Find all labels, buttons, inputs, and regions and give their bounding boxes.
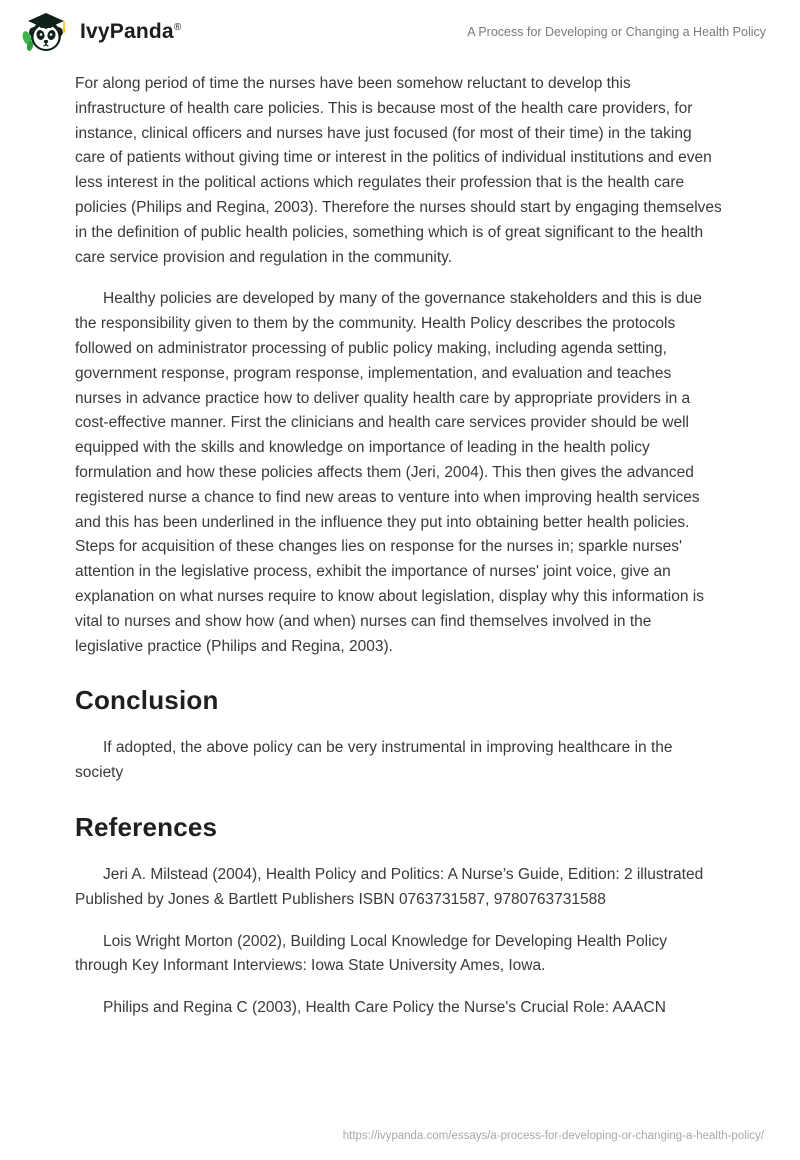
registered-mark: ®: [173, 22, 182, 33]
essay-body: [0, 64, 800, 1021]
reference-item: Lois Wright Morton (2002), Building Local Knowledge for Developing Health Policy through Key Informant Interviews: Iowa State University Ames, Iowa.: [75, 932, 668, 975]
conclusion-heading: Conclusion: [75, 685, 219, 716]
conclusion-paragraph: If adopted, the above policy can be very instrumental in improving healthcare in the society: [75, 739, 673, 782]
source-url: https://ivypanda.com/essays/a-process-for-developing-or-changing-a-health-policy/: [342, 1130, 764, 1142]
references-heading: References: [75, 811, 218, 842]
document-title: A Process for Developing or Changing a Health Policy: [467, 25, 766, 39]
ivypanda-brand[interactable]: [20, 8, 181, 56]
ivypanda-panda-logo-icon: [20, 8, 68, 56]
page-header: [0, 0, 800, 64]
reference-item: Philips and Regina C (2003), Health Care Policy the Nurse's Crucial Role: AAACN: [103, 999, 666, 1017]
brand-name: IvyPanda®: [80, 20, 182, 43]
reference-item: Jeri A. Milstead (2004), Health Policy and Politics: A Nurse’s Guide, Edition: 2 illustrated Published by Jones & Bartlett Publishers ISBN 0763731587, 9780763731588: [75, 865, 704, 908]
paragraph: For along period of time the nurses have been somehow reluctant to develop this infrastructure of health care policies. This is because most of the health care providers, for instance, clinical officers and nurses have just focused (for most of their time) in the taking care of patients without giving time or interest in the politics of individual institutions and even less interest in the political actions which regulates their profession that is the health care policies (Philips and Regina, 2003). Therefore the nurses should start by engaging themselves in the definition of public health policies, something which is of great significant to the health care service provision and regulation in the community.: [75, 75, 722, 266]
paragraph: Healthy policies are developed by many of the governance stakeholders and this is due the responsibility given to them by the community. Health Policy describes the protocols followed on administrator processing of public policy making, including agenda setting, government response, program response, implementation, and evaluation and teaches nurses in advance practice how to deliver quality health care by appropriate providers in a cost-effective manner. First the clinicians and health care services provider should be well equipped with the skills and knowledge on importance of leading in the health policy formulation and how these policies affects them (Jeri, 2004). This then gives the advanced registered nurse a chance to find new areas to venture into when improving health services and this has been underlined in the influence they put into obtaining better health policies. Steps for acquisition of these changes lies on response for the nurses in; sparkle nurses' attention in the legislative process, exhibit the importance of nurses' joint voice, give an explanation on what nurses require to know about legislation, display why this information is vital to nurses and show how (and when) nurses can find themselves involved in the legislative practice (Philips and Regina, 2003).: [75, 290, 704, 655]
